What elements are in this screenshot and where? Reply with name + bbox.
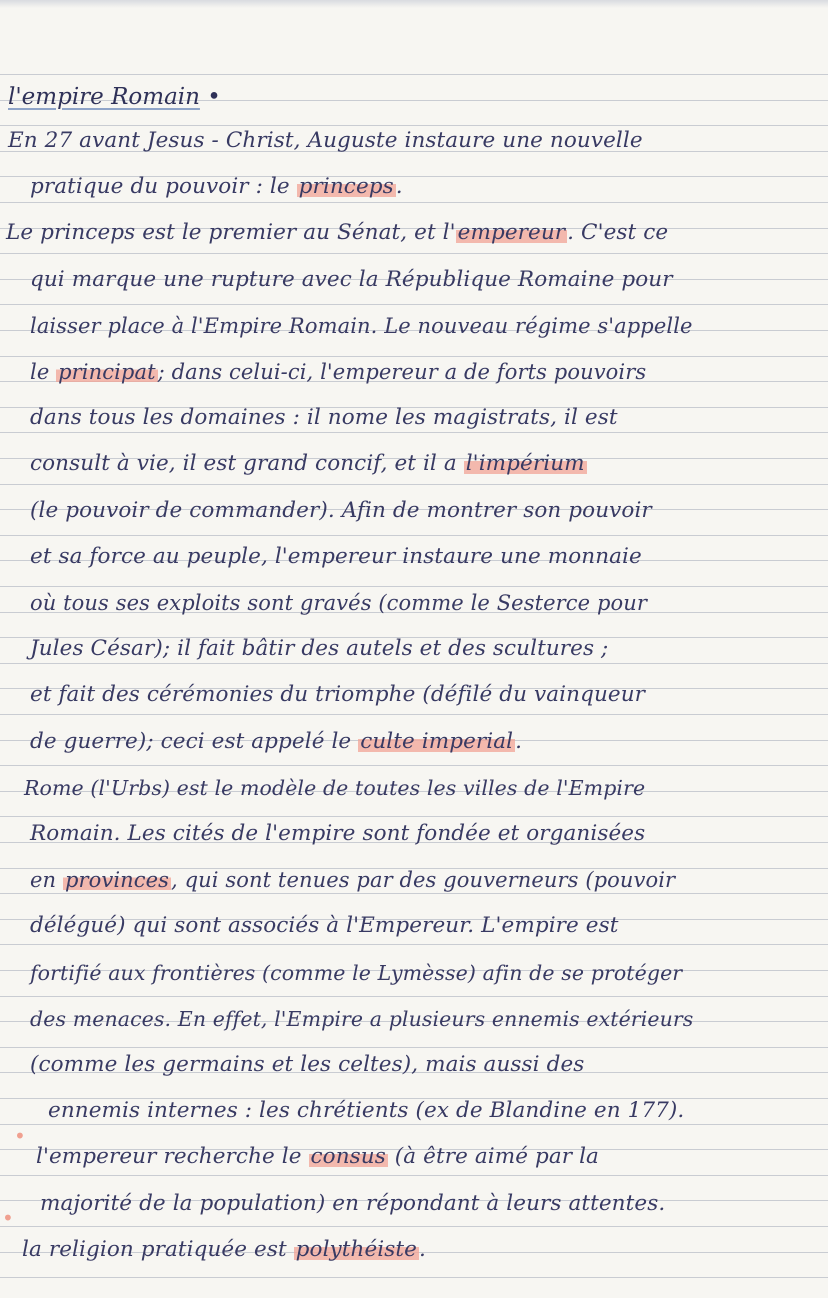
ruled-line <box>0 1175 828 1176</box>
ruled-line <box>0 74 828 75</box>
ruled-line <box>0 356 828 357</box>
line-text: où tous ses exploits sont gravés (comme le Sesterce pour <box>30 591 647 615</box>
text-line <box>30 312 693 340</box>
line-text: En 27 avant Jesus - Christ, Auguste instaure une nouvelle <box>8 128 643 153</box>
ruled-line <box>0 816 828 817</box>
text-line <box>30 1051 584 1079</box>
ruled-line <box>0 586 828 587</box>
ruled-line <box>0 944 828 945</box>
title-marker: • <box>207 84 221 110</box>
text-line <box>22 1236 426 1264</box>
line-text: l'empereur recherche le <box>36 1144 309 1169</box>
line-text: ; dans celui-ci, l'empereur a de forts pouvoirs <box>157 360 647 384</box>
highlighted-term: empereur <box>457 220 566 245</box>
line-text: en <box>30 868 63 892</box>
highlighted-term: provinces <box>64 868 170 892</box>
highlighted-term: princeps <box>298 174 394 199</box>
ruled-line <box>0 1226 828 1227</box>
text-line <box>30 635 608 663</box>
line-text: Le princeps est le premier au Sénat, et l' <box>6 220 456 245</box>
line-text: et fait des cérémonies du triomphe (défilé du vainqueur <box>30 682 646 707</box>
text-line <box>30 820 645 848</box>
line-text: (le pouvoir de commander). Afin de montrer son pouvoir <box>30 498 652 523</box>
text-line <box>6 219 668 247</box>
title-text: l'empire Romain <box>8 84 200 110</box>
text-line <box>40 1190 665 1218</box>
text-line <box>30 404 618 432</box>
bullet-marker: • <box>14 1124 26 1148</box>
line-text: Rome (l'Urbs) est le modèle de toutes les villes de l'Empire <box>24 776 646 800</box>
line-text: la religion pratiquée est <box>22 1237 294 1262</box>
line-text: ennemis internes : les chrétients (ex de Blandine en 177). <box>48 1098 685 1123</box>
line-text: (comme les germains et les celtes), mais aussi des <box>30 1052 585 1077</box>
ruled-line <box>0 432 828 433</box>
highlighted-term: culte imperial <box>360 729 514 754</box>
ruled-line <box>0 996 828 997</box>
ruled-line <box>0 765 828 766</box>
ruled-line <box>0 202 828 203</box>
highlighted-term: consus <box>310 1144 386 1169</box>
ruled-line <box>0 535 828 536</box>
text-line <box>30 681 645 709</box>
line-text: et sa force au peuple, l'empereur instaure une monnaie <box>30 544 642 569</box>
line-text: Romain. Les cités de l'empire sont fondée et organisées <box>30 821 646 846</box>
ruled-line <box>0 484 828 485</box>
text-line <box>48 1097 684 1125</box>
text-line <box>30 266 673 294</box>
ruled-line <box>0 125 828 126</box>
page-title <box>8 82 221 112</box>
highlighted-term: polythéiste <box>295 1237 417 1262</box>
line-text: le <box>30 360 57 384</box>
line-text: pratique du pouvoir : le <box>30 174 297 199</box>
line-text: des menaces. En effet, l'Empire a plusieurs ennemis extérieurs <box>30 1007 694 1031</box>
text-line <box>8 127 643 155</box>
text-line <box>30 866 675 894</box>
text-line <box>30 959 682 987</box>
highlighted-term: principat <box>58 360 156 384</box>
text-line <box>30 912 619 940</box>
line-text: délégué) qui sont associés à l'Empereur. L'empire est <box>30 913 619 938</box>
ruled-line <box>0 1277 828 1278</box>
text-line <box>30 450 587 478</box>
line-text: . <box>395 174 403 199</box>
line-text: de guerre); ceci est appelé le <box>30 729 359 754</box>
text-line <box>30 728 522 756</box>
text-line <box>30 358 646 386</box>
line-text: . <box>418 1237 426 1262</box>
line-text: Jules César); il fait bâtir des autels et des scultures ; <box>30 636 609 661</box>
bullet-marker: • <box>2 1206 14 1230</box>
line-text: majorité de la population) en répondant à leurs attentes. <box>40 1191 666 1216</box>
page-top-edge <box>0 0 828 8</box>
line-text: consult à vie, il est grand concif, et il a <box>30 451 464 476</box>
line-text: . C'est ce <box>567 220 669 245</box>
ruled-line <box>0 304 828 305</box>
text-line <box>36 1143 599 1171</box>
ruled-line <box>0 253 828 254</box>
text-line <box>30 497 652 525</box>
line-text: qui marque une rupture avec la République Romaine pour <box>30 267 673 292</box>
line-text: laisser place à l'Empire Romain. Le nouveau régime s'appelle <box>30 314 693 338</box>
text-line <box>30 589 647 617</box>
line-text: fortifié aux frontières (comme le Lymèsse) afin de se protéger <box>30 961 683 985</box>
highlighted-term: l'impérium <box>465 451 585 476</box>
text-line <box>30 173 403 201</box>
line-text: , qui sont tenues par des gouverneurs (pouvoir <box>171 868 676 892</box>
line-text: (à être aimé par la <box>387 1144 599 1169</box>
ruled-line <box>0 714 828 715</box>
text-line <box>24 774 645 802</box>
text-line <box>30 1005 693 1033</box>
line-text: dans tous les domaines : il nome les magistrats, il est <box>30 405 618 430</box>
text-line <box>30 543 642 571</box>
ruled-line <box>0 1047 828 1048</box>
line-text: . <box>515 729 523 754</box>
ruled-line <box>0 663 828 664</box>
